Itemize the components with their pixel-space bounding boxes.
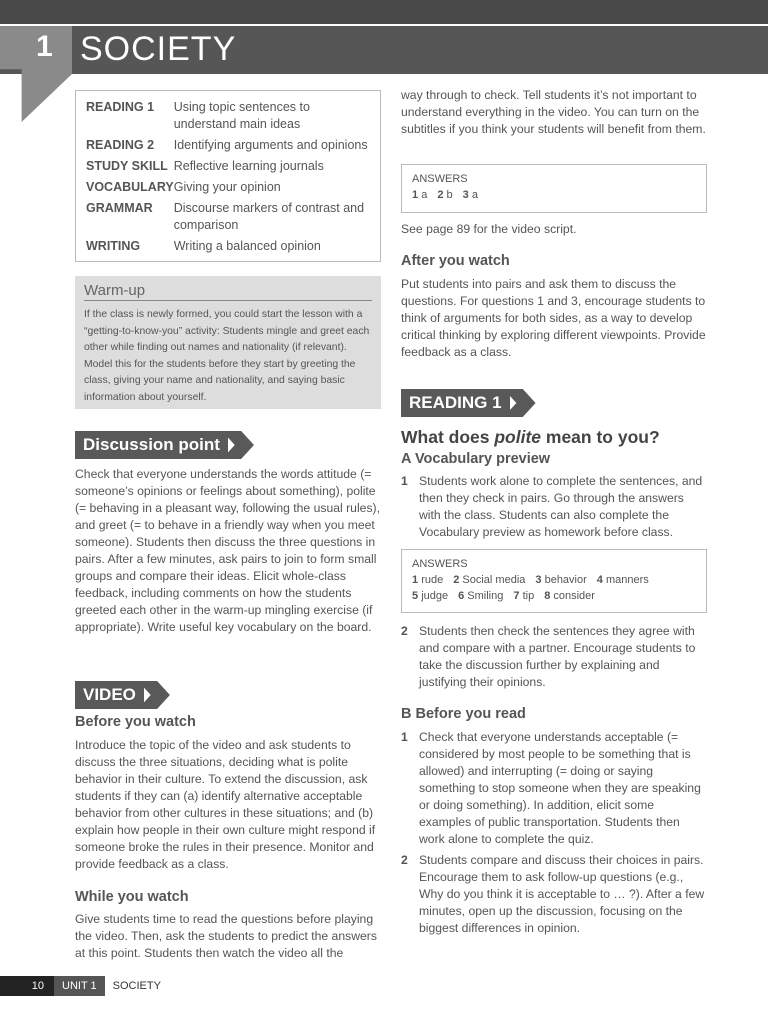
skill-description: Discourse markers of contrast and comparison <box>173 201 365 232</box>
skill-description: Giving your opinion <box>173 180 281 194</box>
answer-number: 1 <box>412 574 419 586</box>
step-number: 2 <box>401 853 408 867</box>
step-text: Students compare and discuss their choices in pairs. Encourage them to ask follow-up questions (e.g., Why do you think it is acceptable to … ?). After a few minutes, open up the discussion, focusing on the biggest differences in opinion. <box>419 853 705 935</box>
answer-number: 3 <box>535 574 542 586</box>
skill-description: Writing a balanced opinion <box>173 239 321 253</box>
skill-row <box>86 238 370 259</box>
answer-text: b <box>446 189 453 201</box>
top-bar <box>0 0 768 24</box>
answer-item <box>412 588 448 604</box>
skill-description: Reflective learning journals <box>173 159 324 173</box>
answer-item <box>458 588 503 604</box>
skill-category: GRAMMAR <box>86 201 153 215</box>
answer-text: rude <box>421 574 444 586</box>
answer-number: 1 <box>412 189 419 201</box>
script-note: See page 89 for the video script. <box>401 222 577 236</box>
step-a2 <box>401 623 707 691</box>
answer-text: Social media <box>462 574 526 586</box>
footer-unit: UNIT 1 <box>54 976 105 996</box>
discussion-point-tag <box>75 431 254 459</box>
while-you-watch-continued: way through to check. Tell students it’s not important to understand everything in the video. You can turn on the subtitles if you think your students will benefit from them. <box>401 88 706 136</box>
answer-number: 4 <box>596 574 603 586</box>
answer-text: judge <box>421 590 449 602</box>
video-tag <box>75 681 170 709</box>
answer-number: 2 <box>453 574 460 586</box>
answer-text: behavior <box>544 574 587 586</box>
answer-text: tip <box>522 590 535 602</box>
before-you-watch-heading: Before you watch <box>75 714 196 730</box>
step-b2 <box>401 852 707 937</box>
title-emphasis: polite <box>494 427 542 447</box>
answer-item <box>463 187 478 203</box>
before-you-watch-text: Introduce the topic of the video and ask students to discuss the three situations, deciding what is polite behavior in their culture. To extend the discussion, ask students if they can (a) identify alternative acceptable behavior from other cultures in these situations; and (b) explain how people in their own culture might respond if someone broke the rules in their presence. Monitor and provide feedback as a class. <box>75 738 376 871</box>
answer-number: 3 <box>462 189 469 201</box>
answer-number: 6 <box>458 590 465 602</box>
vocabulary-answers-box <box>401 549 707 613</box>
after-you-watch-heading: After you watch <box>401 253 510 269</box>
discussion-text: Check that everyone understands the words attitude (= someone’s opinions or feelings about something), polite (= behaving in a pleasant way, following the usual rules), and greet (= to behave in a friendly way when you meet someone). Students then discuss the three questions in pairs. After a few minutes, ask pairs to join to form small groups and compare their ideas. Elicit whole-class feedback, including comments on how the students greeted each other in the warm-up mingling exercise (if appropriate). Write useful key vocabulary on the board. <box>75 467 380 634</box>
before-you-read-heading: B Before you read <box>401 706 526 722</box>
reading-1-tag <box>401 389 536 417</box>
answer-item <box>544 588 595 604</box>
step-text: Check that everyone understands acceptable (= considered by most people to be something that is allowed) and interrupting (= doing or saying something to stop someone when they are speaking or doing something). In addition, elicit some examples of public transportation. Students then work alone to complete the quiz. <box>419 730 701 846</box>
answer-text: a <box>421 189 428 201</box>
answer-number: 8 <box>544 590 551 602</box>
answer-item <box>453 572 525 588</box>
skill-row <box>86 99 370 137</box>
skill-category: WRITING <box>86 239 141 253</box>
tag-label: READING 1 <box>401 389 510 417</box>
warm-up-title: Warm-up <box>84 282 372 301</box>
after-you-watch-text: Put students into pairs and ask them to discuss the questions. For questions 1 and 3, encourage students to think of arguments for both sides, as a way to develop critical thinking by exploring different viewpoints. Provide feedback as a class. <box>401 277 706 359</box>
warm-up-box <box>75 276 381 409</box>
skill-category: READING 1 <box>86 100 155 114</box>
step-number: 2 <box>401 624 408 638</box>
while-you-watch-text: Give students time to read the questions before playing the video. Then, ask the students to predict the answers at this point. Students then watch the video all the <box>75 912 377 960</box>
answer-item <box>412 187 427 203</box>
step-text: Students then check the sentences they agree with and compare with a partner. Encourage students to take the discussion further by explaining and justifying their opinions. <box>419 624 696 689</box>
answer-text: manners <box>605 574 649 586</box>
skill-row <box>86 158 370 179</box>
video-answers-box <box>401 164 707 213</box>
answer-number: 2 <box>437 189 444 201</box>
while-you-watch-heading: While you watch <box>75 889 189 905</box>
answer-number: 5 <box>412 590 419 602</box>
answer-item <box>513 588 534 604</box>
title-part: mean to you? <box>541 427 660 447</box>
answer-item <box>597 572 649 588</box>
skill-category: STUDY SKILL <box>86 159 168 173</box>
skill-row <box>86 137 370 158</box>
skill-description: Identifying arguments and opinions <box>173 138 368 152</box>
warm-up-text: If the class is newly formed, you could start the lesson with a “getting-to-know-you” activity: Students mingle and greet each other while finding out names and nationality (if relevant). Model this for the students before they start by greeting the class, giving your name and nationality, and saying basic information about yourself. <box>84 309 370 403</box>
answer-text: Smiling <box>467 590 504 602</box>
skills-overview-box <box>75 90 381 262</box>
step-a1 <box>401 473 707 541</box>
step-number: 1 <box>401 474 408 488</box>
tag-label: VIDEO <box>75 681 144 709</box>
answers-label: ANSWERS <box>412 558 468 570</box>
tag-label: Discussion point <box>75 431 228 459</box>
footer-section: SOCIETY <box>112 980 161 992</box>
skill-description: Using topic sentences to understand main ideas <box>173 100 310 131</box>
page-title: SOCIETY <box>80 30 237 68</box>
reading-title <box>401 426 660 448</box>
answer-text: consider <box>553 590 595 602</box>
unit-number: 1 <box>36 30 53 63</box>
title-part: What does <box>401 427 495 447</box>
skill-row <box>86 200 370 238</box>
answer-text: a <box>471 189 478 201</box>
page-footer <box>0 976 169 996</box>
skill-category: READING 2 <box>86 138 155 152</box>
step-text: Students work alone to complete the sentences, and then they check in pairs. Go through the answers with the class. Students can also complete the Vocabulary preview as homework before class. <box>419 474 703 539</box>
step-number: 1 <box>401 730 408 744</box>
answer-number: 7 <box>513 590 520 602</box>
vocabulary-preview-heading: A Vocabulary preview <box>401 451 551 467</box>
skill-category: VOCABULARY <box>86 180 174 194</box>
page-number: 10 <box>0 976 54 996</box>
answer-item <box>412 572 443 588</box>
step-b1 <box>401 729 707 848</box>
answer-item <box>535 572 586 588</box>
skill-row <box>86 179 370 200</box>
answer-item <box>437 187 452 203</box>
answers-label: ANSWERS <box>412 173 468 185</box>
